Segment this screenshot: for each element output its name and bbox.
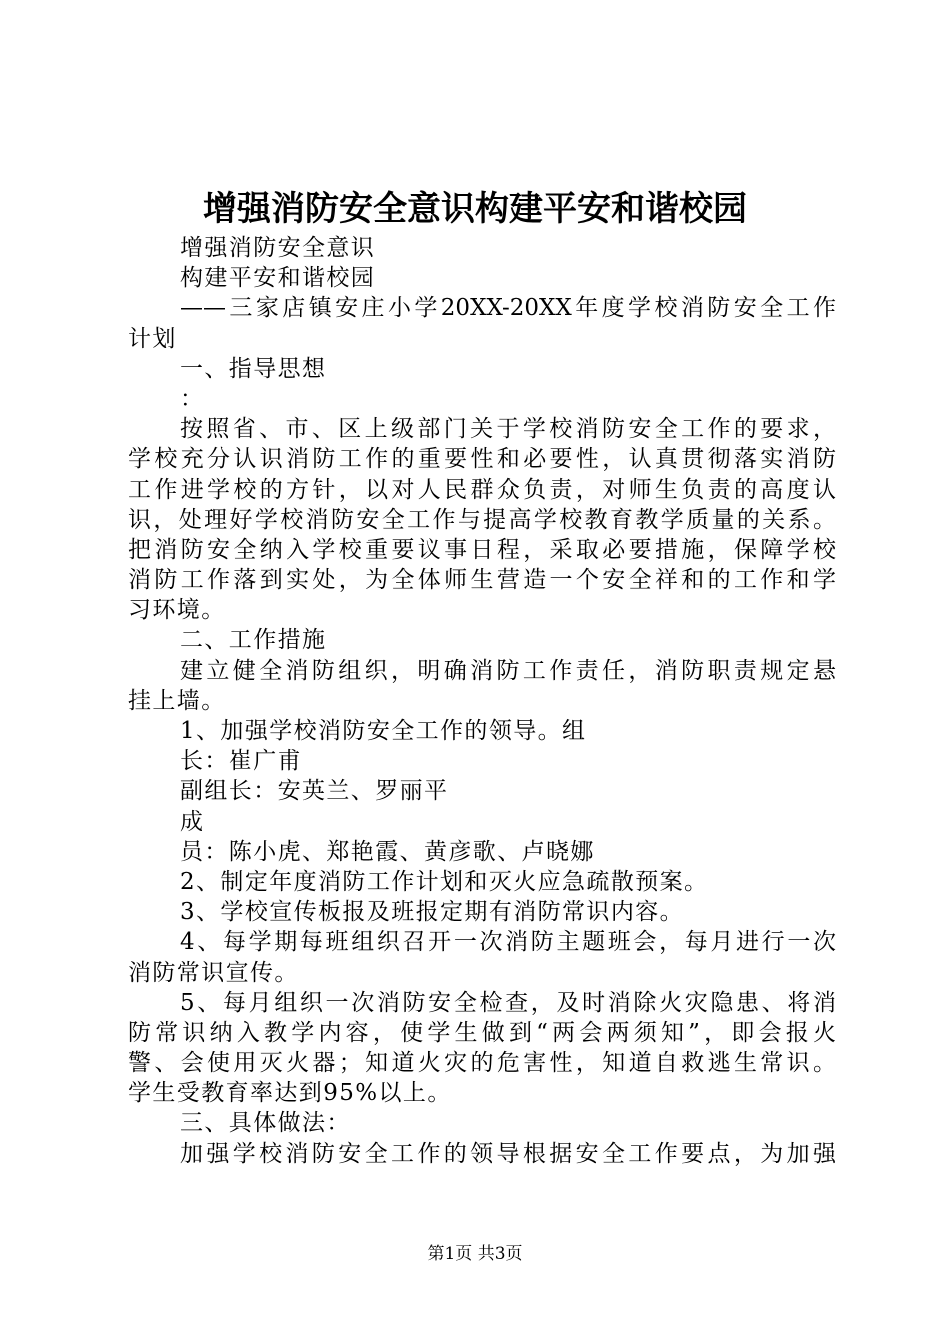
text-line: 防常识纳入教学内容，使学生做到“两会两须知”，即会报火	[128, 1019, 836, 1046]
text-line: 二、工作措施	[180, 627, 327, 654]
text-line: 学校充分认识消防工作的重要性和必要性，认真贯彻落实消防	[128, 446, 836, 473]
text-line: 建立健全消防组织，明确消防工作责任，消防职责规定悬	[180, 657, 836, 684]
document-body	[128, 233, 836, 1169]
text-line: 警、会使用灭火器；知道火灾的危害性，知道自救逃生常识。	[128, 1050, 836, 1077]
text-line: 三、具体做法：	[180, 1110, 351, 1137]
text-line: 成	[180, 808, 205, 835]
text-line: 1、加强学校消防安全工作的领导。组	[180, 718, 587, 744]
text-line: ——三家店镇安庄小学20XX-20XX年度学校消防安全工作	[180, 295, 836, 322]
text-line: 识，处理好学校消防安全工作与提高学校教育教学质量的关系。	[128, 506, 836, 533]
text-line: 挂上墙。	[128, 687, 226, 714]
text-line: 把消防安全纳入学校重要议事日程，采取必要措施，保障学校	[128, 536, 836, 563]
text-line: 员：陈小虎、郑艳霞、黄彦歌、卢晓娜	[180, 838, 595, 865]
text-line: 3、学校宣传板报及班报定期有消防常识内容。	[180, 899, 685, 926]
text-line: 5、每月组织一次消防安全检查，及时消除火灾隐患、将消	[180, 989, 836, 1016]
text-line: 消防工作落到实处，为全体师生营造一个安全祥和的工作和学	[128, 567, 836, 594]
text-line: 习环境。	[128, 597, 226, 624]
text-line: 副组长：安英兰、罗丽平	[180, 778, 449, 805]
page-footer: 第1页 共3页	[427, 1244, 523, 1264]
text-line: 2、制定年度消防工作计划和灭火应急疏散预案。	[180, 868, 709, 895]
text-line: 计划	[128, 325, 177, 352]
text-line: 增强消防安全意识	[180, 235, 376, 261]
document-title: 增强消防安全意识构建平安和谐校园	[203, 189, 747, 229]
text-line: 工作进学校的方针，以对人民群众负责，对师生负责的高度认	[128, 476, 836, 503]
text-line: 学生受教育率达到95%以上。	[128, 1080, 452, 1107]
text-line: 加强学校消防安全工作的领导根据安全工作要点，为加强	[180, 1140, 836, 1167]
text-line: ：	[180, 385, 205, 412]
text-line: 消防常识宣传。	[128, 959, 299, 986]
text-line: 4、每学期每班组织召开一次消防主题班会，每月进行一次	[180, 929, 836, 956]
text-line: 构建平安和谐校园	[180, 265, 376, 292]
text-line: 一、指导思想	[180, 355, 327, 382]
text-line: 长：崔广甫	[180, 748, 302, 775]
text-line: 按照省、市、区上级部门关于学校消防安全工作的要求，	[180, 416, 836, 443]
